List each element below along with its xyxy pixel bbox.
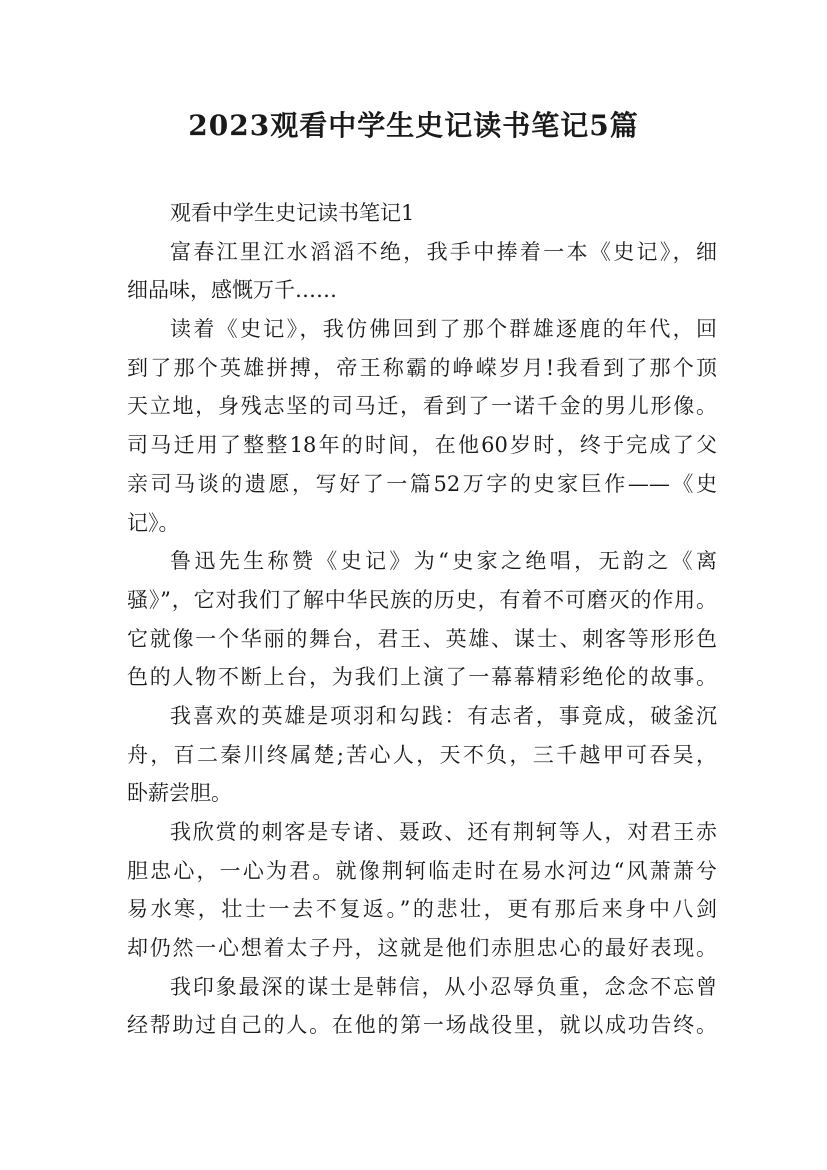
text-line: 易水寒，壮士一去不复返。”的悲壮，更有那后来身中八剑 (127, 897, 717, 922)
text-line: 天立地，身残志坚的司马迁，看到了一诺千金的男儿形像。 (127, 394, 717, 419)
text-line: 经帮助过自己的人。在他的第一场战役里，就以成功告终。 (127, 1013, 717, 1038)
text-line: 它就像一个华丽的舞台，君王、英雄、谋士、刺客等形形色 (127, 626, 717, 651)
text-line: 我欣赏的刺客是专诸、聂政、还有荆轲等人，对君王赤 (170, 820, 717, 844)
text-line: 骚》”，它对我们了解中华民族的历史，有着不可磨灭的作用。 (127, 587, 717, 612)
text-line: 富春江里江水滔滔不绝，我手中捧着一本《史记》，细 (170, 239, 717, 264)
text-line: 亲司马谈的遗愿，写好了一篇52万字的史家巨作——《史 (127, 471, 717, 496)
text-line: 我喜欢的英雄是项羽和勾践：有志者，事竟成，破釜沉 (170, 703, 717, 728)
text-line: 胆忠心，一心为君。就像荆轲临走时在易水河边“风萧萧兮 (127, 858, 717, 883)
text-line: 舟，百二秦川终属楚;苦心人，天不负，三千越甲可吞吴， (127, 742, 717, 767)
text-line: 细品味，感慨万千…… (127, 278, 337, 303)
text-line: 到了那个英雄拼搏，帝王称霸的峥嵘岁月!我看到了那个顶 (127, 355, 717, 380)
text-line: 我印象最深的谋士是韩信，从小忍辱负重，念念不忘曾 (170, 974, 717, 999)
text-line: 读着《史记》，我仿佛回到了那个群雄逐鹿的年代，回 (170, 317, 717, 342)
text-line: 观看中学生史记读书笔记1 (170, 201, 415, 225)
text-line: 却仍然一心想着太子丹，这就是他们赤胆忠心的最好表现。 (127, 936, 717, 961)
document-body (127, 194, 717, 1045)
text-line: 色的人物不断上台，为我们上演了一幕幕精彩绝伦的故事。 (127, 665, 717, 690)
text-line: 卧薪尝胆。 (127, 781, 232, 806)
text-line: 司马迁用了整整18年的时间，在他60岁时，终于完成了父 (127, 433, 717, 458)
text-line: 记》。 (127, 510, 180, 535)
text-line: 鲁迅先生称赞《史记》为“史家之绝唱，无韵之《离 (170, 549, 717, 574)
document-title: 2023观看中学生史记读书笔记5篇 (188, 109, 639, 142)
